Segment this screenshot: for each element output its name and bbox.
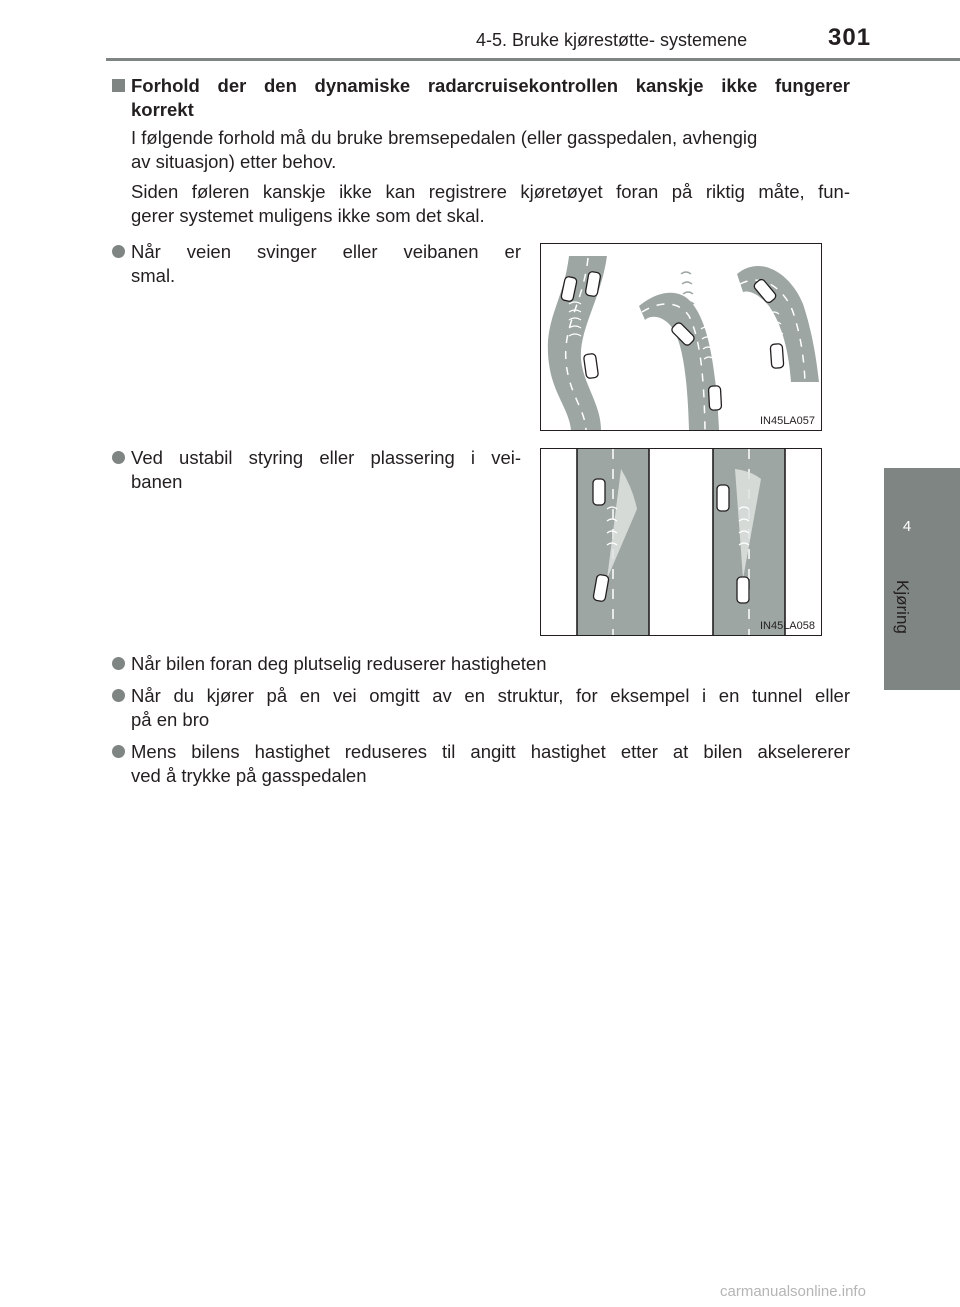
bullet-dot-icon (112, 245, 125, 258)
para2-line-1: Siden føleren kanskje ikke kan registrere kjøretøyet foran på riktig måte, fun- (131, 181, 850, 202)
bullet4-line-1: Når du kjører på en vei omgitt av en struktur, for eksempel i en tunnel eller (131, 685, 850, 706)
para2-line-2: gerer systemet muligens ikke som det skal. (131, 205, 485, 226)
intro-paragraph-1 (131, 126, 850, 174)
bullet-item-tunnel-bridge (131, 684, 850, 732)
heading-line-2: korrekt (131, 99, 194, 120)
bullet3-line-1: Når bilen foran deg plutselig reduserer hastigheten (131, 653, 547, 674)
heading-line-1: Forhold der den dynamiske radarcruisekontrollen kanskje ikke fungerer (131, 75, 850, 96)
para1-line-1: I følgende forhold må du bruke bremsepedalen (eller gasspedalen, avhengig (131, 127, 758, 148)
para1-line-2: av situasjon) etter behov. (131, 151, 337, 172)
curved-roads-illustration (541, 244, 821, 430)
bullet-item-sudden-braking (131, 652, 850, 676)
header-section-title: 4-5. Bruke kjørestøtte- systemene (476, 30, 748, 50)
bullet-dot-icon (112, 745, 125, 758)
section-heading (112, 74, 850, 122)
bullet-dot-icon (112, 657, 125, 670)
figure-code-1: IN45LA057 (759, 415, 815, 427)
lane-position-illustration (541, 449, 821, 635)
page-number: 301 (828, 24, 872, 51)
bullet-item-accelerator (131, 740, 850, 788)
square-bullet-icon (112, 79, 125, 92)
bullet5-line-2: ved å trykke på gasspedalen (131, 765, 367, 786)
bullet2-line-1: Ved ustabil styring eller plassering i vei- (131, 447, 521, 468)
bullet5-line-1: Mens bilens hastighet reduseres til angitt hastighet etter at bilen akselererer (131, 741, 850, 762)
bullet-item-unstable-steering (131, 446, 521, 494)
figure-code-2: IN45LA058 (759, 620, 815, 632)
chapter-name: Kjøring (893, 580, 912, 634)
watermark: carmanualsonline.info (720, 1283, 866, 1300)
figure-lane-position (540, 448, 822, 636)
intro-paragraph-2 (131, 180, 850, 228)
chapter-tab (884, 468, 960, 690)
header-rule (106, 58, 960, 61)
bullet-dot-icon (112, 689, 125, 702)
bullet-dot-icon (112, 451, 125, 464)
figure-curved-roads (540, 243, 822, 431)
bullet2-line-2: banen (131, 471, 183, 492)
bullet1-line-1: Når veien svinger eller veibanen er (131, 241, 521, 262)
bullet-item-curved-road (131, 240, 521, 288)
bullet1-line-2: smal. (131, 265, 176, 286)
chapter-number: 4 (902, 518, 912, 535)
bullet4-line-2: på en bro (131, 709, 210, 730)
